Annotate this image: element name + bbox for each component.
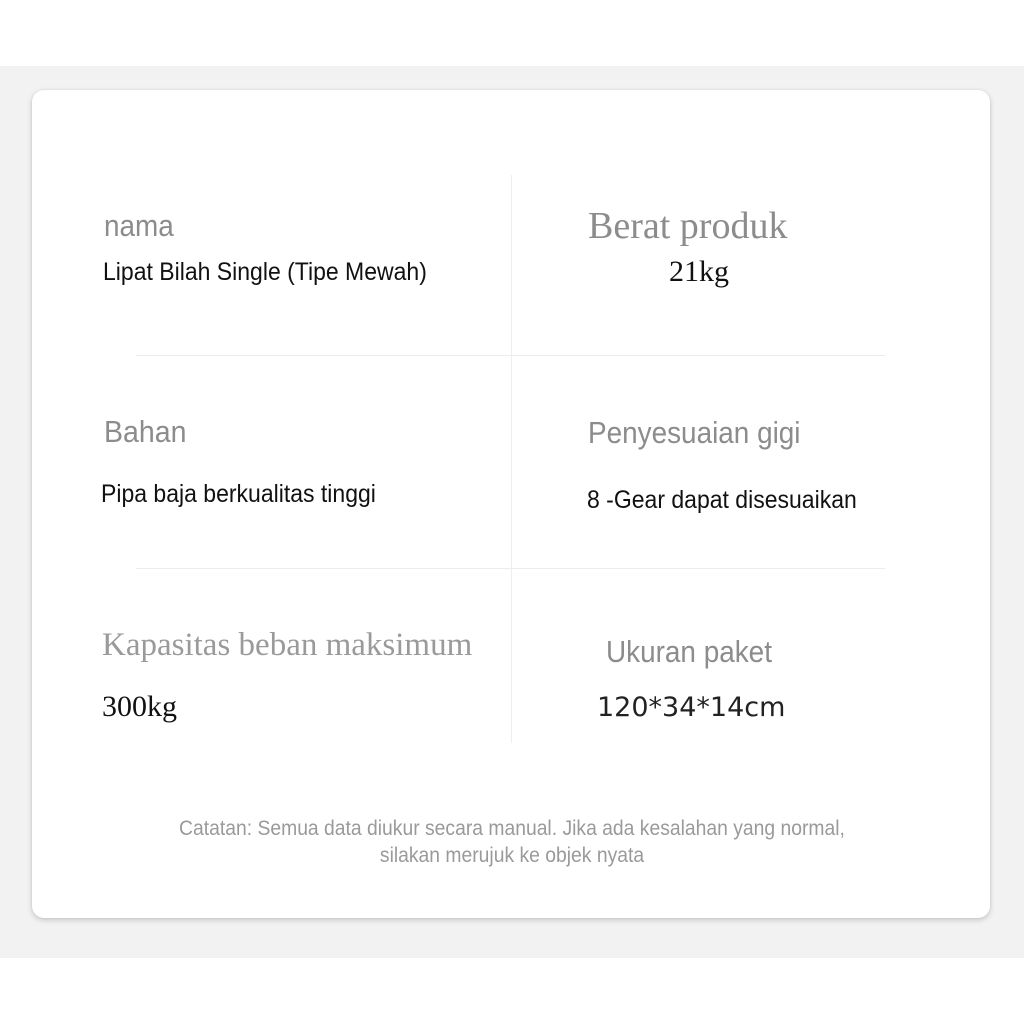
spec-label-bahan: Bahan <box>104 414 187 449</box>
horizontal-divider-1 <box>136 355 885 356</box>
spec-value-kapasitas: 300kg <box>102 690 177 723</box>
vertical-divider <box>511 175 512 743</box>
spec-value-berat: 21kg <box>669 255 729 288</box>
spec-label-kapasitas: Kapasitas beban maksimum <box>102 627 473 663</box>
spec-label-ukuran: Ukuran paket <box>606 634 772 669</box>
footnote-line-1: Catatan: Semua data diukur secara manual. Jika ada kesalahan yang normal, <box>179 817 845 840</box>
spec-value-gigi: 8 -Gear dapat disesuaikan <box>587 486 857 514</box>
footnote-line-2: silakan merujuk ke objek nyata <box>379 844 645 867</box>
spec-value-bahan: Pipa baja berkualitas tinggi <box>101 480 376 508</box>
spec-value-ukuran: 120*34*14cm <box>597 692 786 723</box>
horizontal-divider-2 <box>136 568 885 569</box>
spec-label-nama: nama <box>104 208 174 243</box>
spec-value-nama: Lipat Bilah Single (Tipe Mewah) <box>103 258 427 286</box>
spec-label-berat: Berat produk <box>588 205 788 247</box>
spec-label-gigi: Penyesuaian gigi <box>588 415 801 450</box>
